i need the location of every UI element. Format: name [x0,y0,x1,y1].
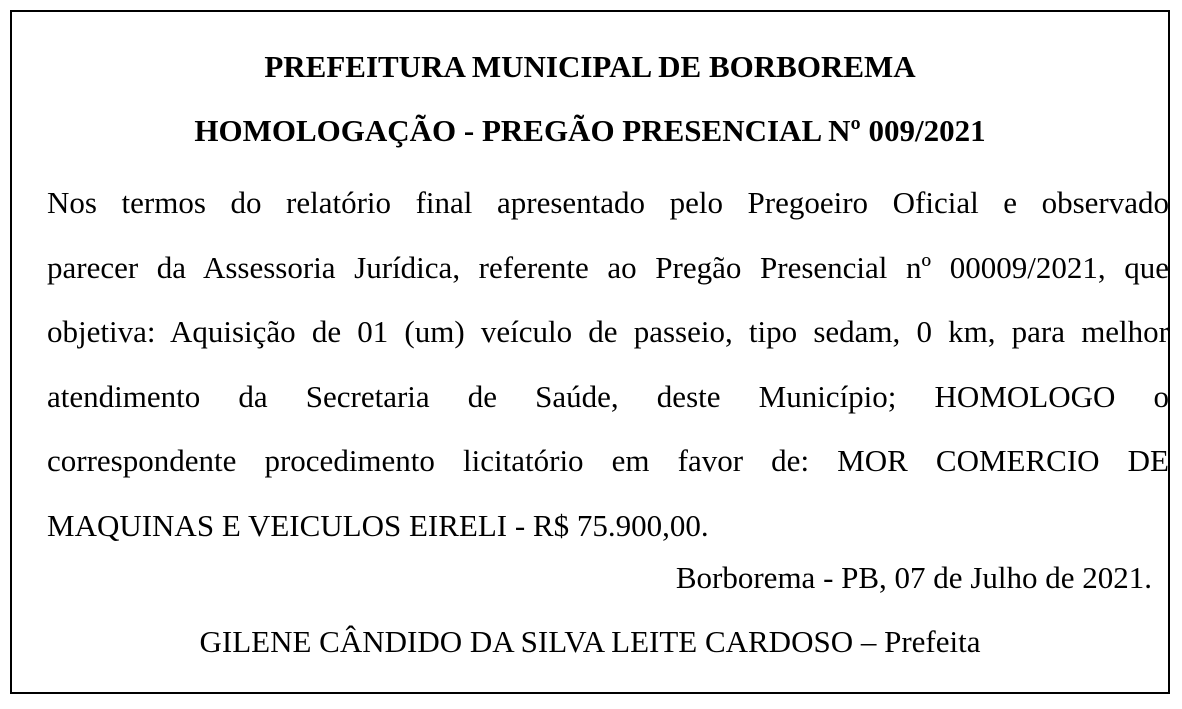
body-line: objetiva: Aquisição de 01 (um) veículo de passeio, tipo sedam, 0 km, para melhor [47,314,1169,349]
body-line: parecer da Assessoria Jurídica, referente ao Pregão Presencial nº 00009/2021, que [47,249,1169,285]
body-line: correspondente procedimento licitatório em favor de: MOR COMERCIO DE [47,443,1169,478]
body-line: Nos termos do relatório final apresentado pelo Pregoeiro Oficial e observado [47,185,1169,220]
document-title: PREFEITURA MUNICIPAL DE BORBOREMA [264,49,916,84]
signature-line: GILENE CÂNDIDO DA SILVA LEITE CARDOSO – Prefeita [199,624,981,659]
document-frame [10,10,1170,694]
date-line: Borborema - PB, 07 de Julho de 2021. [675,560,1152,595]
document-body [47,171,1169,558]
document-subtitle: HOMOLOGAÇÃO - PREGÃO PRESENCIAL Nº 009/2021 [194,113,986,148]
body-line: atendimento da Secretaria de Saúde, deste Município; HOMOLOGO o [47,378,1169,414]
body-line: MAQUINAS E VEICULOS EIRELI - R$ 75.900,00. [47,507,709,543]
